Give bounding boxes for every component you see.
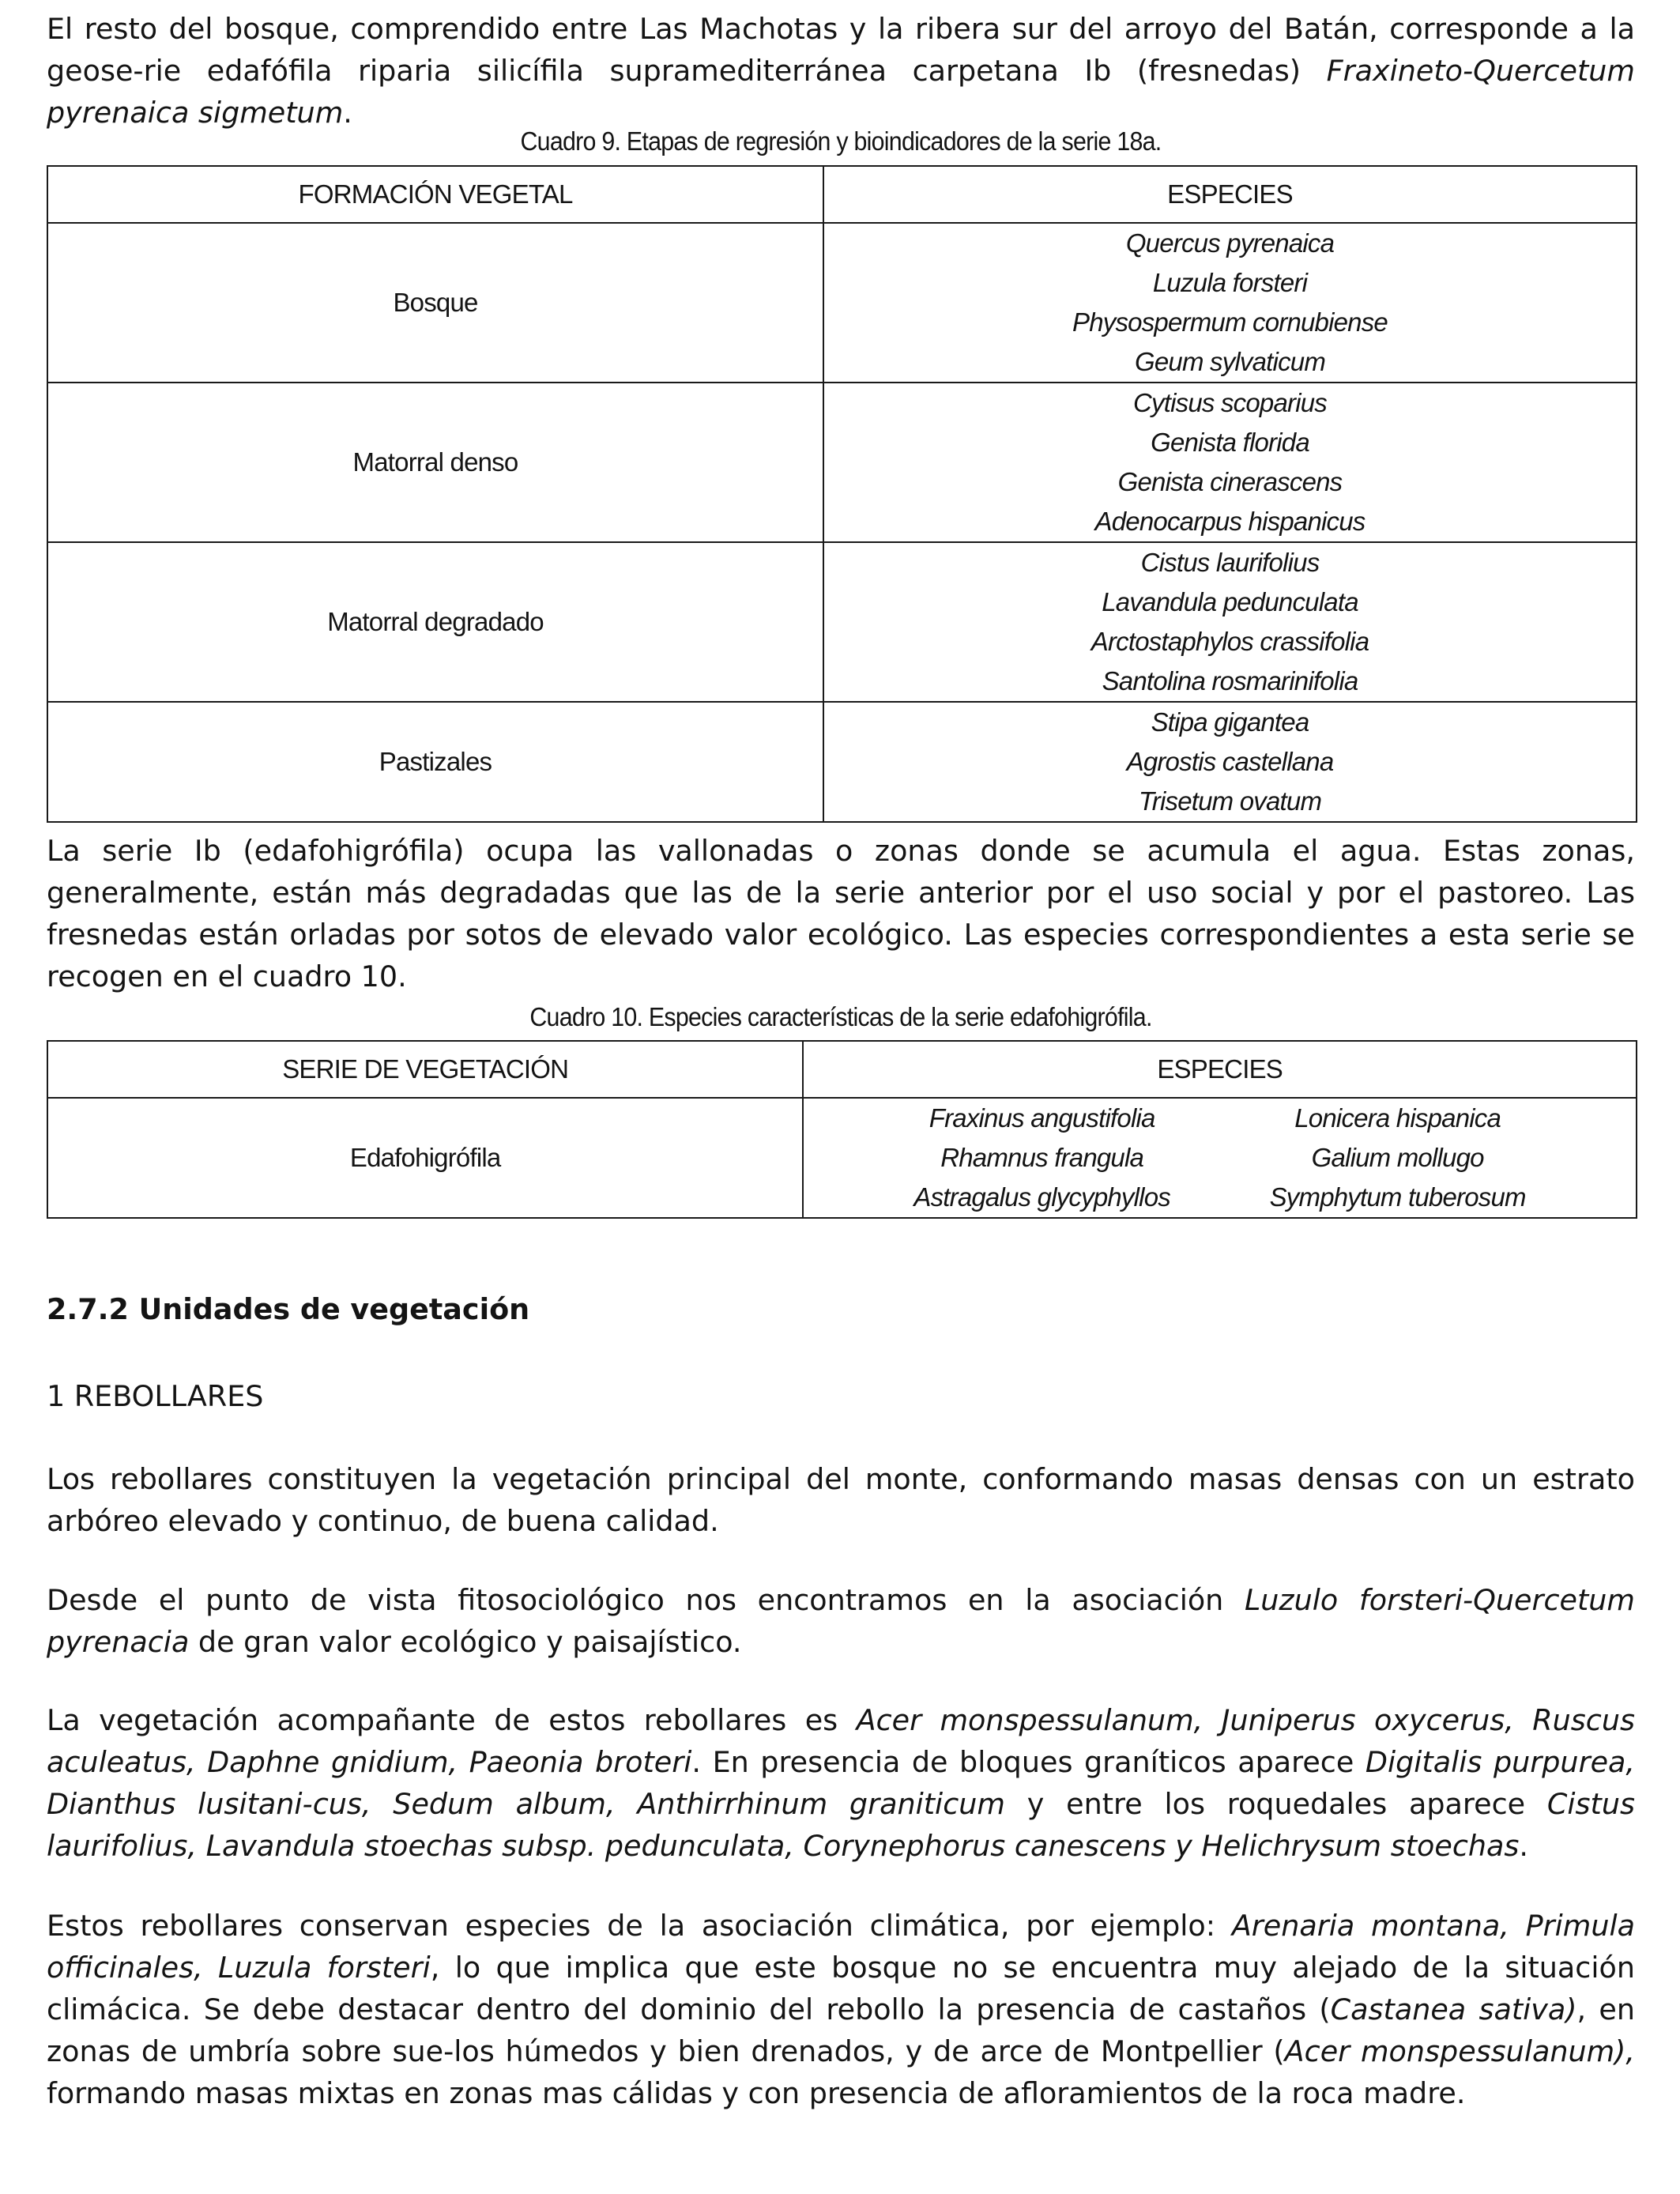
species-name: Luzula forsteri [1152, 268, 1308, 297]
table-row [47, 702, 1637, 822]
table9-header-formation: FORMACIÓN VEGETAL [47, 166, 823, 223]
section-heading: 2.7.2 Unidades de vegetación [47, 1292, 530, 1326]
species-name: Adenocarpus hispanicus [1094, 507, 1365, 536]
species-name: Geum sylvaticum [1134, 347, 1326, 376]
table10 [47, 1040, 1637, 1219]
intro-paragraph [47, 8, 1635, 134]
formation-cell: Pastizales [47, 702, 823, 822]
table-row [47, 383, 1637, 542]
species-cell [823, 383, 1637, 542]
table-row [47, 542, 1637, 702]
table10-header-species: ESPECIES [803, 1041, 1637, 1098]
table-row [47, 223, 1637, 383]
species-name: Genista cinerascens [1117, 467, 1343, 496]
rebollares-paragraph-3: La vegetación acompañante de estos rebollares es Acer monspessulanum, Juniperus oxycerus, Ruscus aculeatus, Daphne gnidium, Paeonia broteri. En presencia de bloques graníticos aparece Digitalis purpurea, Dianthus lusitani-cus, Sedum album, Anthirrhinum graniticum y entre los roquedales aparece Cistus laurifolius, Lavandula stoechas subsp. pedunculata, Corynephorus canescens y Helichrysum stoechas. [47, 1703, 1635, 1863]
species-name: Lonicera hispanica [1294, 1103, 1501, 1133]
species-name: Stipa gigantea [1151, 707, 1309, 737]
table9-header-species: ESPECIES [823, 166, 1637, 223]
species-name: Physospermum cornubiense [1072, 307, 1388, 337]
rebollares-paragraph-4: Estos rebollares conservan especies de la asociación climática, por ejemplo: Arenaria montana, Primula officinales, Luzula forsteri, lo que implica que este bosque no se encuentra muy alejado de la situación climácica. Se debe destacar dentro del dominio del rebollo la presencia de castaños (Castanea sativa), en zonas de umbría sobre sue-los húmedos y bien drenados, y de arce de Montpellier (Acer monspessulanum), formando masas mixtas en zonas mas cálidas y con presencia de afloramientos de la roca madre. [47, 1909, 1635, 2110]
subsection-title: 1 REBOLLARES [47, 1379, 264, 1413]
table10-species-col2 [1220, 1099, 1576, 1217]
species-name: Cytisus scoparius [1133, 388, 1327, 417]
species-name: Genista florida [1151, 428, 1309, 457]
table10-species-col1 [864, 1099, 1220, 1217]
species-name: Quercus pyrenaica [1125, 228, 1335, 258]
species-name: Astragalus glycyphyllos [913, 1182, 1170, 1212]
species-cell [823, 542, 1637, 702]
serie-ib-paragraph: La serie Ib (edafohigrófila) ocupa las vallonadas o zonas donde se acumula el agua. Estas zonas, generalmente, están más degradadas que las de la serie anterior por el uso social y por el pastoreo. Las fresnedas están orladas por sotos de elevado valor ecológico. Las especies correspondientes a esta serie se recogen en el cuadro 10. [47, 834, 1635, 993]
formation-cell: Bosque [47, 223, 823, 383]
species-name: Symphytum tuberosum [1269, 1182, 1526, 1212]
table10-header-row [47, 1041, 1637, 1098]
table9-body [47, 223, 1637, 822]
species-name: Fraxinus angustifolia [929, 1103, 1155, 1133]
table9-header-row [47, 166, 1637, 223]
rebollares-paragraph-1: Los rebollares constituyen la vegetación principal del monte, conformando masas densas con un estrato arbóreo elevado y continuo, de buena calidad. [47, 1462, 1635, 1538]
species-name: Arctostaphylos crassifolia [1090, 627, 1369, 656]
species-name: Trisetum ovatum [1138, 786, 1322, 816]
species-name: Lavandula pedunculata [1102, 587, 1358, 616]
species-name: Santolina rosmarinifolia [1102, 666, 1358, 696]
table10-series-cell: Edafohigrófila [47, 1098, 803, 1218]
table-row [47, 1098, 1637, 1218]
species-name: Rhamnus frangula [940, 1143, 1144, 1172]
intro-text: El resto del bosque, comprendido entre Las Machotas y la ribera sur del arroyo del Batán, corresponde a la geose-rie edafófila riparia silicífila supramediterránea carpetana Ib (fresnedas) [47, 12, 1635, 88]
table9 [47, 165, 1637, 823]
species-name: Cistus laurifolius [1140, 548, 1320, 577]
table10-header-series: SERIE DE VEGETACIÓN [47, 1041, 803, 1098]
species-name: Agrostis castellana [1126, 747, 1334, 776]
table9-caption: Cuadro 9. Etapas de regresión y bioindicadores de la serie 18a. [520, 126, 1162, 156]
species-name: Galium mollugo [1311, 1143, 1484, 1172]
table10-caption: Cuadro 10. Especies características de la serie edafohigrófila. [529, 1002, 1152, 1031]
intro-end: . [343, 96, 352, 130]
rebollares-paragraph-2: Desde el punto de vista fitosociológico nos encontramos en la asociación Luzulo forsteri-Quercetum pyrenacia de gran valor ecológico y paisajístico. [47, 1583, 1635, 1659]
formation-cell: Matorral denso [47, 383, 823, 542]
table10-species-cell [803, 1098, 1637, 1218]
species-cell [823, 223, 1637, 383]
species-cell [823, 702, 1637, 822]
intro-species: Fraxineto-Quercetum pyrenaica sigmetum [47, 54, 1635, 130]
formation-cell: Matorral degradado [47, 542, 823, 702]
